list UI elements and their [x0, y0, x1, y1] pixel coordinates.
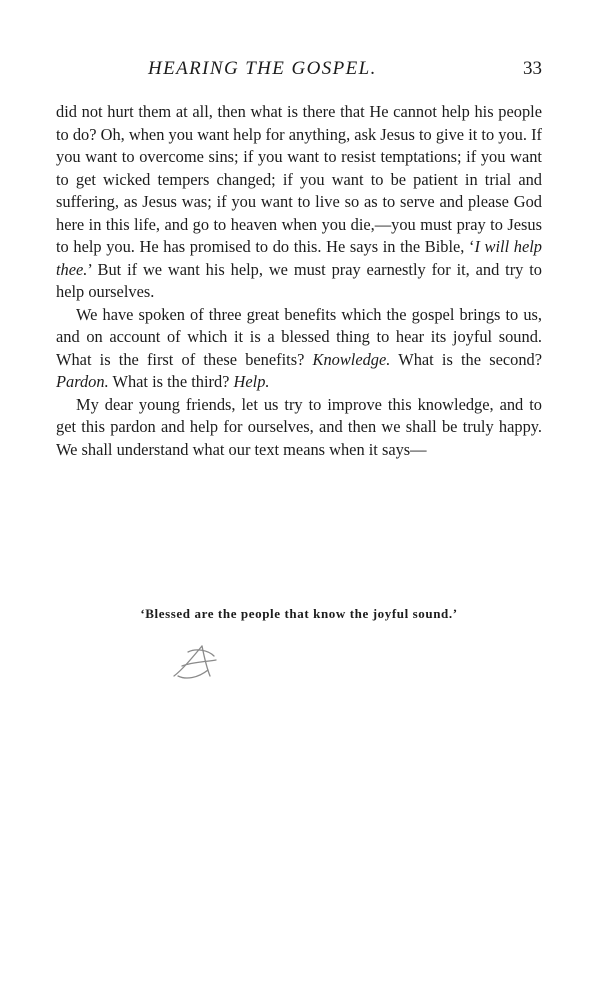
- text-run: ’ But if we want his help, we must pray earnestly for it, and try to help ourselves.: [56, 259, 542, 301]
- page-number: 33: [523, 58, 542, 79]
- page-header: [56, 58, 542, 82]
- text-run: What is the third?: [108, 372, 234, 391]
- italic-phrase: Pardon.: [56, 372, 109, 391]
- monogram-stamp-icon: [168, 640, 224, 682]
- body-text: [56, 101, 542, 461]
- text-run: My dear young friends, let us try to improve this knowledge, and to get this pardon and help for ourselves, and then we shall be truly happy. We shall understand what our text means when it says—: [56, 394, 542, 459]
- text-run: did not hurt them at all, then what is there that He cannot help his people to do? Oh, when you want help for anything, ask Jesus to give it to you. If you want to overcome sins; if you want to resist temptations; if you want to get wicked tempers changed; if you want to be patient in trial and suffering, as Jesus was; if you want to live so as to serve and please God here in this life, and go to heaven when you die,—you must pray to Jesus to help you. He has promised to do this. He says in the Bible, ‘: [56, 102, 542, 256]
- italic-phrase: Knowledge.: [312, 349, 391, 369]
- paragraph: [56, 101, 542, 304]
- text-run: What is the second?: [390, 349, 542, 369]
- italic-phrase: Help.: [233, 372, 270, 391]
- paragraph: [56, 394, 542, 462]
- italic-phrase: I will help thee.: [56, 237, 542, 279]
- running-head: HEARING THE GOSPEL.: [148, 58, 377, 79]
- paragraph: [56, 304, 542, 394]
- closing-quote: ‘Blessed are the people that know the joyful sound.’: [140, 606, 458, 621]
- text-run: We have spoken of three great benefits which the gospel brings to us, and on account of which it is a blessed thing to hear its joyful sound. What is the first of these benefits?: [56, 304, 542, 369]
